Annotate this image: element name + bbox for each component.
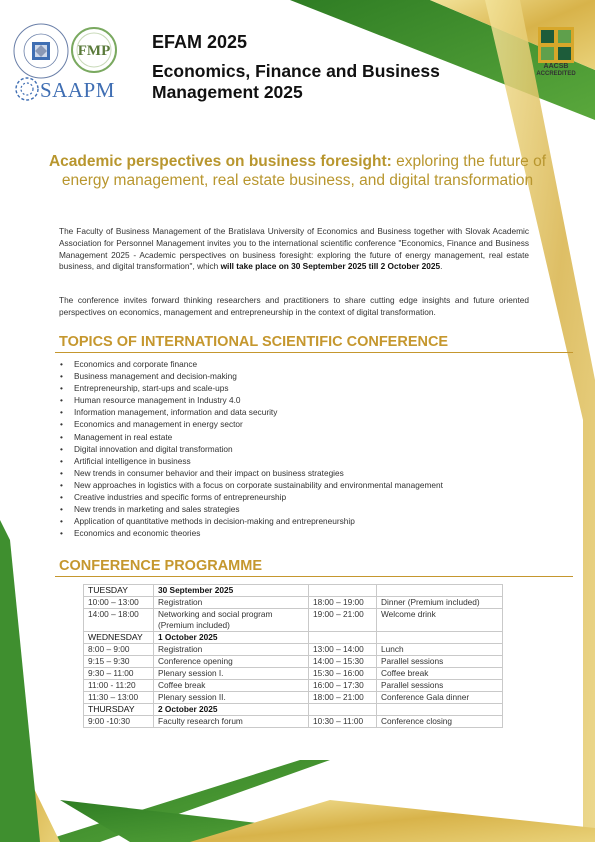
topic-item: • New approaches in logistics with a focus on corporate sustainability and environmental management — [60, 479, 540, 491]
event-cell: Welcome drink — [377, 609, 503, 632]
time-cell: 9:30 – 11:00 — [84, 668, 154, 680]
theme-lead: Academic perspectives on business foresight: — [48, 153, 392, 170]
topic-item: • Economics and economic theories — [60, 527, 540, 539]
empty-cell — [309, 632, 377, 644]
event-cell: Networking and social program (Premium included) — [154, 609, 309, 632]
day-name: TUESDAY — [84, 585, 154, 597]
table-row — [84, 692, 503, 704]
invitation-paragraph: The conference invites forward thinking researchers and practitioners to share cutting edge insights and future oriented perspectives on economics, management and entrepreneurship in the context of digital transformation. — [59, 295, 529, 317]
day-date-cell — [154, 632, 309, 644]
topic-item: • Entrepreneurship, start-ups and scale-ups — [60, 382, 540, 394]
event-cell: Coffee break — [154, 680, 309, 692]
topic-item: • Application of quantitative methods in decision-making and entrepreneurship — [60, 515, 540, 527]
svg-text:FMP: FMP — [77, 43, 111, 59]
programme-divider — [55, 576, 573, 577]
empty-cell — [377, 632, 503, 644]
table-row — [84, 680, 503, 692]
topic-item: • Economics and corporate finance — [60, 358, 540, 370]
intro-dates: will take place on 30 September 2025 till 2 October 2025 — [220, 261, 441, 272]
event-cell: Plenary session I. — [154, 668, 309, 680]
conference-theme — [40, 152, 555, 190]
time-cell: 10:30 – 11:00 — [309, 716, 377, 728]
event-cell: Registration — [154, 597, 309, 609]
time-cell: 19:00 – 21:00 — [309, 609, 377, 632]
time-cell: 9:15 – 9:30 — [84, 656, 154, 668]
event-cell: Conference Gala dinner — [377, 692, 503, 704]
aacsb-accredited: ACCREDITED — [536, 70, 576, 77]
aacsb-accreditation-label — [536, 64, 576, 77]
event-cell: Conference closing — [377, 716, 503, 728]
table-row — [84, 597, 503, 609]
day-date: 30 September 2025 — [158, 585, 234, 595]
empty-cell — [377, 585, 503, 597]
event-cell: Faculty research forum — [154, 716, 309, 728]
event-cell: Plenary session II. — [154, 692, 309, 704]
time-cell: 13:00 – 14:00 — [309, 644, 377, 656]
topic-item: • Human resource management in Industry 4.0 — [60, 394, 540, 406]
time-cell: 14:00 – 18:00 — [84, 609, 154, 632]
day-date-cell — [154, 585, 309, 597]
table-row — [84, 716, 503, 728]
event-cell: Parallel sessions — [377, 656, 503, 668]
topic-item: • Creative industries and specific forms of entrepreneurship — [60, 491, 540, 503]
table-row — [84, 609, 503, 632]
topics-list — [60, 358, 540, 539]
time-cell: 10:00 – 13:00 — [84, 597, 154, 609]
day-header-row — [84, 585, 503, 597]
empty-cell — [377, 704, 503, 716]
event-cell: Parallel sessions — [377, 680, 503, 692]
saapm-logo-text: SAAPM — [40, 78, 115, 102]
topic-item: • Artificial intelligence in business — [60, 455, 540, 467]
topics-divider — [55, 352, 573, 353]
time-cell: 8:00 – 9:00 — [84, 644, 154, 656]
topic-item: • Digital innovation and digital transformation — [60, 443, 540, 455]
aacsb-name: AACSB — [543, 63, 569, 70]
event-cell: Registration — [154, 644, 309, 656]
table-row — [84, 668, 503, 680]
conference-title: EFAM 2025 — [152, 32, 248, 52]
event-cell: Coffee break — [377, 668, 503, 680]
time-cell: 11:00 - 11:20 — [84, 680, 154, 692]
topics-heading: TOPICS OF INTERNATIONAL SCIENTIFIC CONFERENCE — [59, 334, 449, 350]
fmp-faculty-logo — [70, 26, 118, 74]
day-date: 1 October 2025 — [158, 632, 218, 642]
time-cell: 14:00 – 15:30 — [309, 656, 377, 668]
university-seal-logo — [12, 22, 70, 80]
time-cell: 18:00 – 21:00 — [309, 692, 377, 704]
day-name: THURSDAY — [84, 704, 154, 716]
time-cell: 11:30 – 13:00 — [84, 692, 154, 704]
time-cell: 16:00 – 17:30 — [309, 680, 377, 692]
empty-cell — [309, 704, 377, 716]
topic-item: • Management in real estate — [60, 431, 540, 443]
topic-item: • New trends in consumer behavior and their impact on business strategies — [60, 467, 540, 479]
topic-item: • Information management, information and data security — [60, 406, 540, 418]
intro-paragraph — [59, 226, 529, 273]
day-header-row — [84, 704, 503, 716]
time-cell: 18:00 – 19:00 — [309, 597, 377, 609]
day-name: WEDNESDAY — [84, 632, 154, 644]
event-cell: Conference opening — [154, 656, 309, 668]
topic-item: • Business management and decision-making — [60, 370, 540, 382]
topic-item: • New trends in marketing and sales strategies — [60, 503, 540, 515]
day-date-cell — [154, 704, 309, 716]
event-cell: Lunch — [377, 644, 503, 656]
topic-item: • Economics and management in energy sector — [60, 418, 540, 430]
saapm-emblem-icon — [14, 76, 40, 102]
intro-end: . — [440, 261, 443, 272]
day-header-row — [84, 632, 503, 644]
event-cell: Dinner (Premium included) — [377, 597, 503, 609]
programme-table — [83, 584, 503, 728]
time-cell: 9:00 -10:30 — [84, 716, 154, 728]
table-row — [84, 644, 503, 656]
intro-text: The Faculty of Business Management of the Bratislava University of Economics and Business together with Slovak Academic Association for Personnel Management invites you to the international scientific conference "Economics, Finance and Business Management 2025 - Academic perspectives on business foresight: exploring the future of energy management, real estate business, and digital transformation", which — [59, 226, 529, 272]
time-cell: 15:30 – 16:00 — [309, 668, 377, 680]
table-row — [84, 656, 503, 668]
theme-rest: exploring the future of energy management, real estate business, and digital transformation — [61, 153, 547, 189]
programme-heading: CONFERENCE PROGRAMME — [59, 558, 263, 574]
conference-full-name: Economics, Finance and Business Management 2025 — [152, 61, 440, 102]
day-date: 2 October 2025 — [158, 704, 218, 714]
empty-cell — [309, 585, 377, 597]
